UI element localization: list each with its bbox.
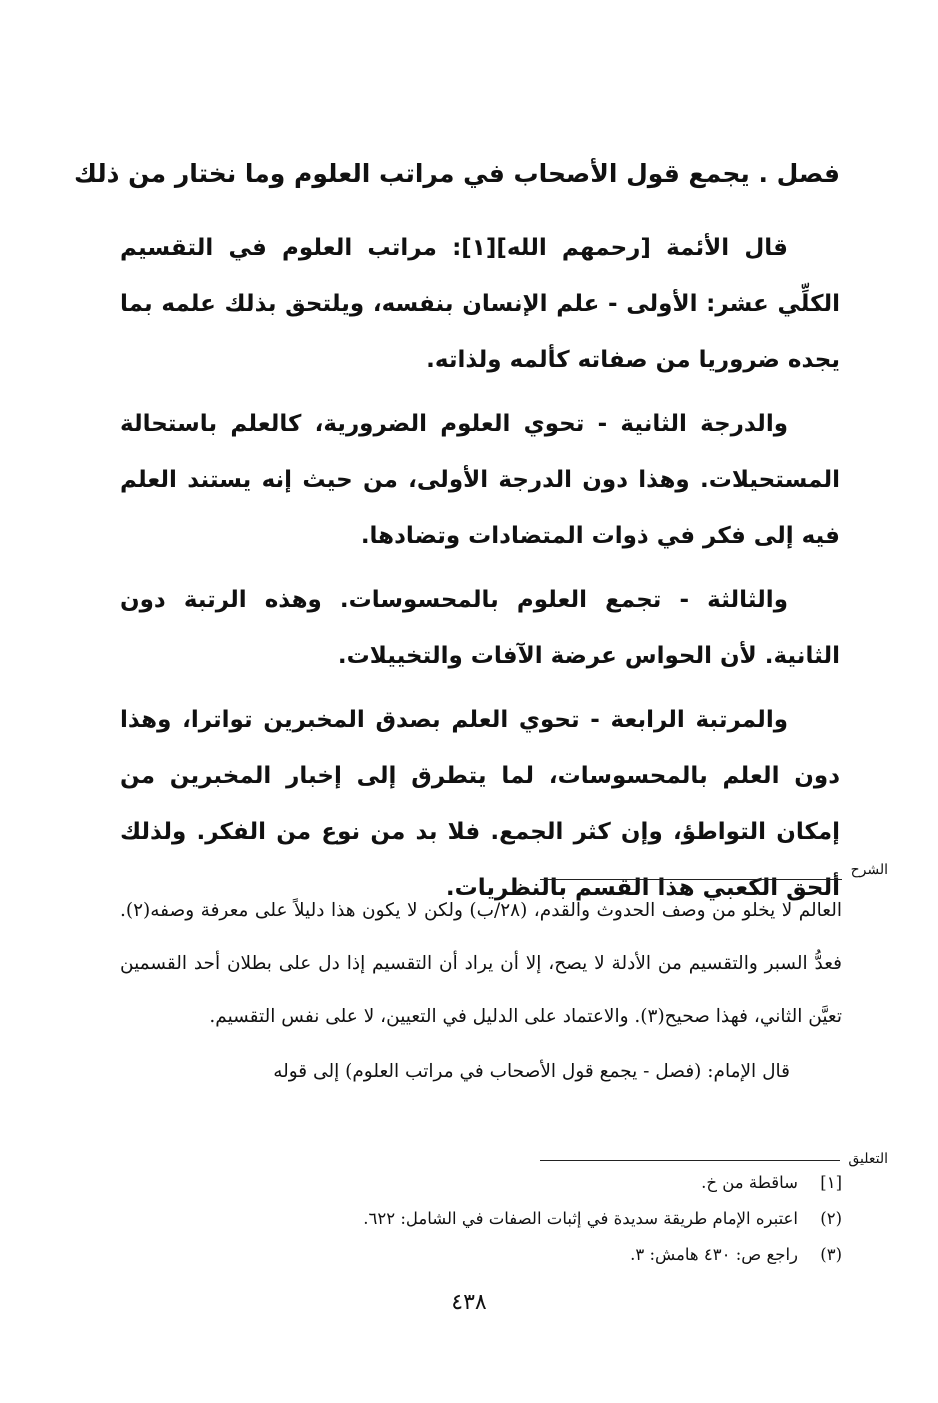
section-heading: فصل . يجمع قول الأصحاب في مراتب العلوم وما نختار من ذلك xyxy=(73,159,840,188)
footnote-number: (٢) xyxy=(820,1209,842,1228)
main-text xyxy=(120,220,840,916)
commentary-divider xyxy=(540,879,842,880)
footnote-2 xyxy=(120,1201,842,1237)
footnotes xyxy=(120,1165,842,1273)
commentary-label: الشرح xyxy=(850,862,888,878)
commentary-text xyxy=(120,884,842,1098)
footnote-number: [١] xyxy=(820,1173,842,1192)
footnote-3 xyxy=(120,1237,842,1273)
notes-label: التعليق xyxy=(848,1151,888,1167)
main-paragraph-1: قال الأئمة [رحمهم الله][١]: مراتب العلوم في التقسيم الكلِّي عشر: الأولى - علم الإنسان بنفسه، ويلتحق بذلك علمه بما يجده ضروريا من صفاته كألمه ولذاته. xyxy=(120,235,840,373)
footnote-text: ساقطة من خ. xyxy=(701,1173,798,1192)
main-paragraph-3: والثالثة - تجمع العلوم بالمحسوسات. وهذه الرتبة دون الثانية. لأن الحواس عرضة الآفات والتخييلات. xyxy=(120,587,840,669)
footnote-number: (٣) xyxy=(820,1245,842,1264)
footnote-1 xyxy=(120,1165,842,1201)
page-number: ٤٣٨ xyxy=(451,1290,487,1315)
notes-divider xyxy=(540,1160,840,1161)
commentary-paragraph-2: قال الإمام: (فصل - يجمع قول الأصحاب في مراتب العلوم) إلى قوله xyxy=(273,1061,790,1082)
footnote-text: اعتبره الإمام طريقة سديدة في إثبات الصفات في الشامل: ٦٢٢. xyxy=(363,1209,798,1228)
commentary-paragraph-1: العالم لا يخلو من وصف الحدوث والقدم، (٢٨/ب) ولكن لا يكون هذا دليلاً على معرفة وصفه(٢). فعدُّ السبر والتقسيم من الأدلة لا يصح، إلا أن يراد أن التقسيم إذا دل على بطلان أحد القسمين تعيَّن الثاني، فهذا صحيح(٣). والاعتماد على الدليل في التعيين، لا على نفس التقسيم. xyxy=(120,900,842,1027)
footnote-text: راجع ص: ٤٣٠ هامش: ٣. xyxy=(630,1245,798,1264)
main-paragraph-4: والمرتبة الرابعة - تحوي العلم بصدق المخبرين تواترا، وهذا دون العلم بالمحسوسات، لما يتطرق إلى إخبار المخبرين من إمكان التواطؤ، وإن كثر الجمع. فلا بد من نوع من الفكر. ولذلك ألحق الكعبي هذا القسم بالنظريات. xyxy=(120,707,840,901)
main-paragraph-2: والدرجة الثانية - تحوي العلوم الضرورية، كالعلم باستحالة المستحيلات. وهذا دون الدرجة الأولى، من حيث إنه يستند العلم فيه إلى فكر في ذوات المتضادات وتضادها. xyxy=(120,411,840,549)
